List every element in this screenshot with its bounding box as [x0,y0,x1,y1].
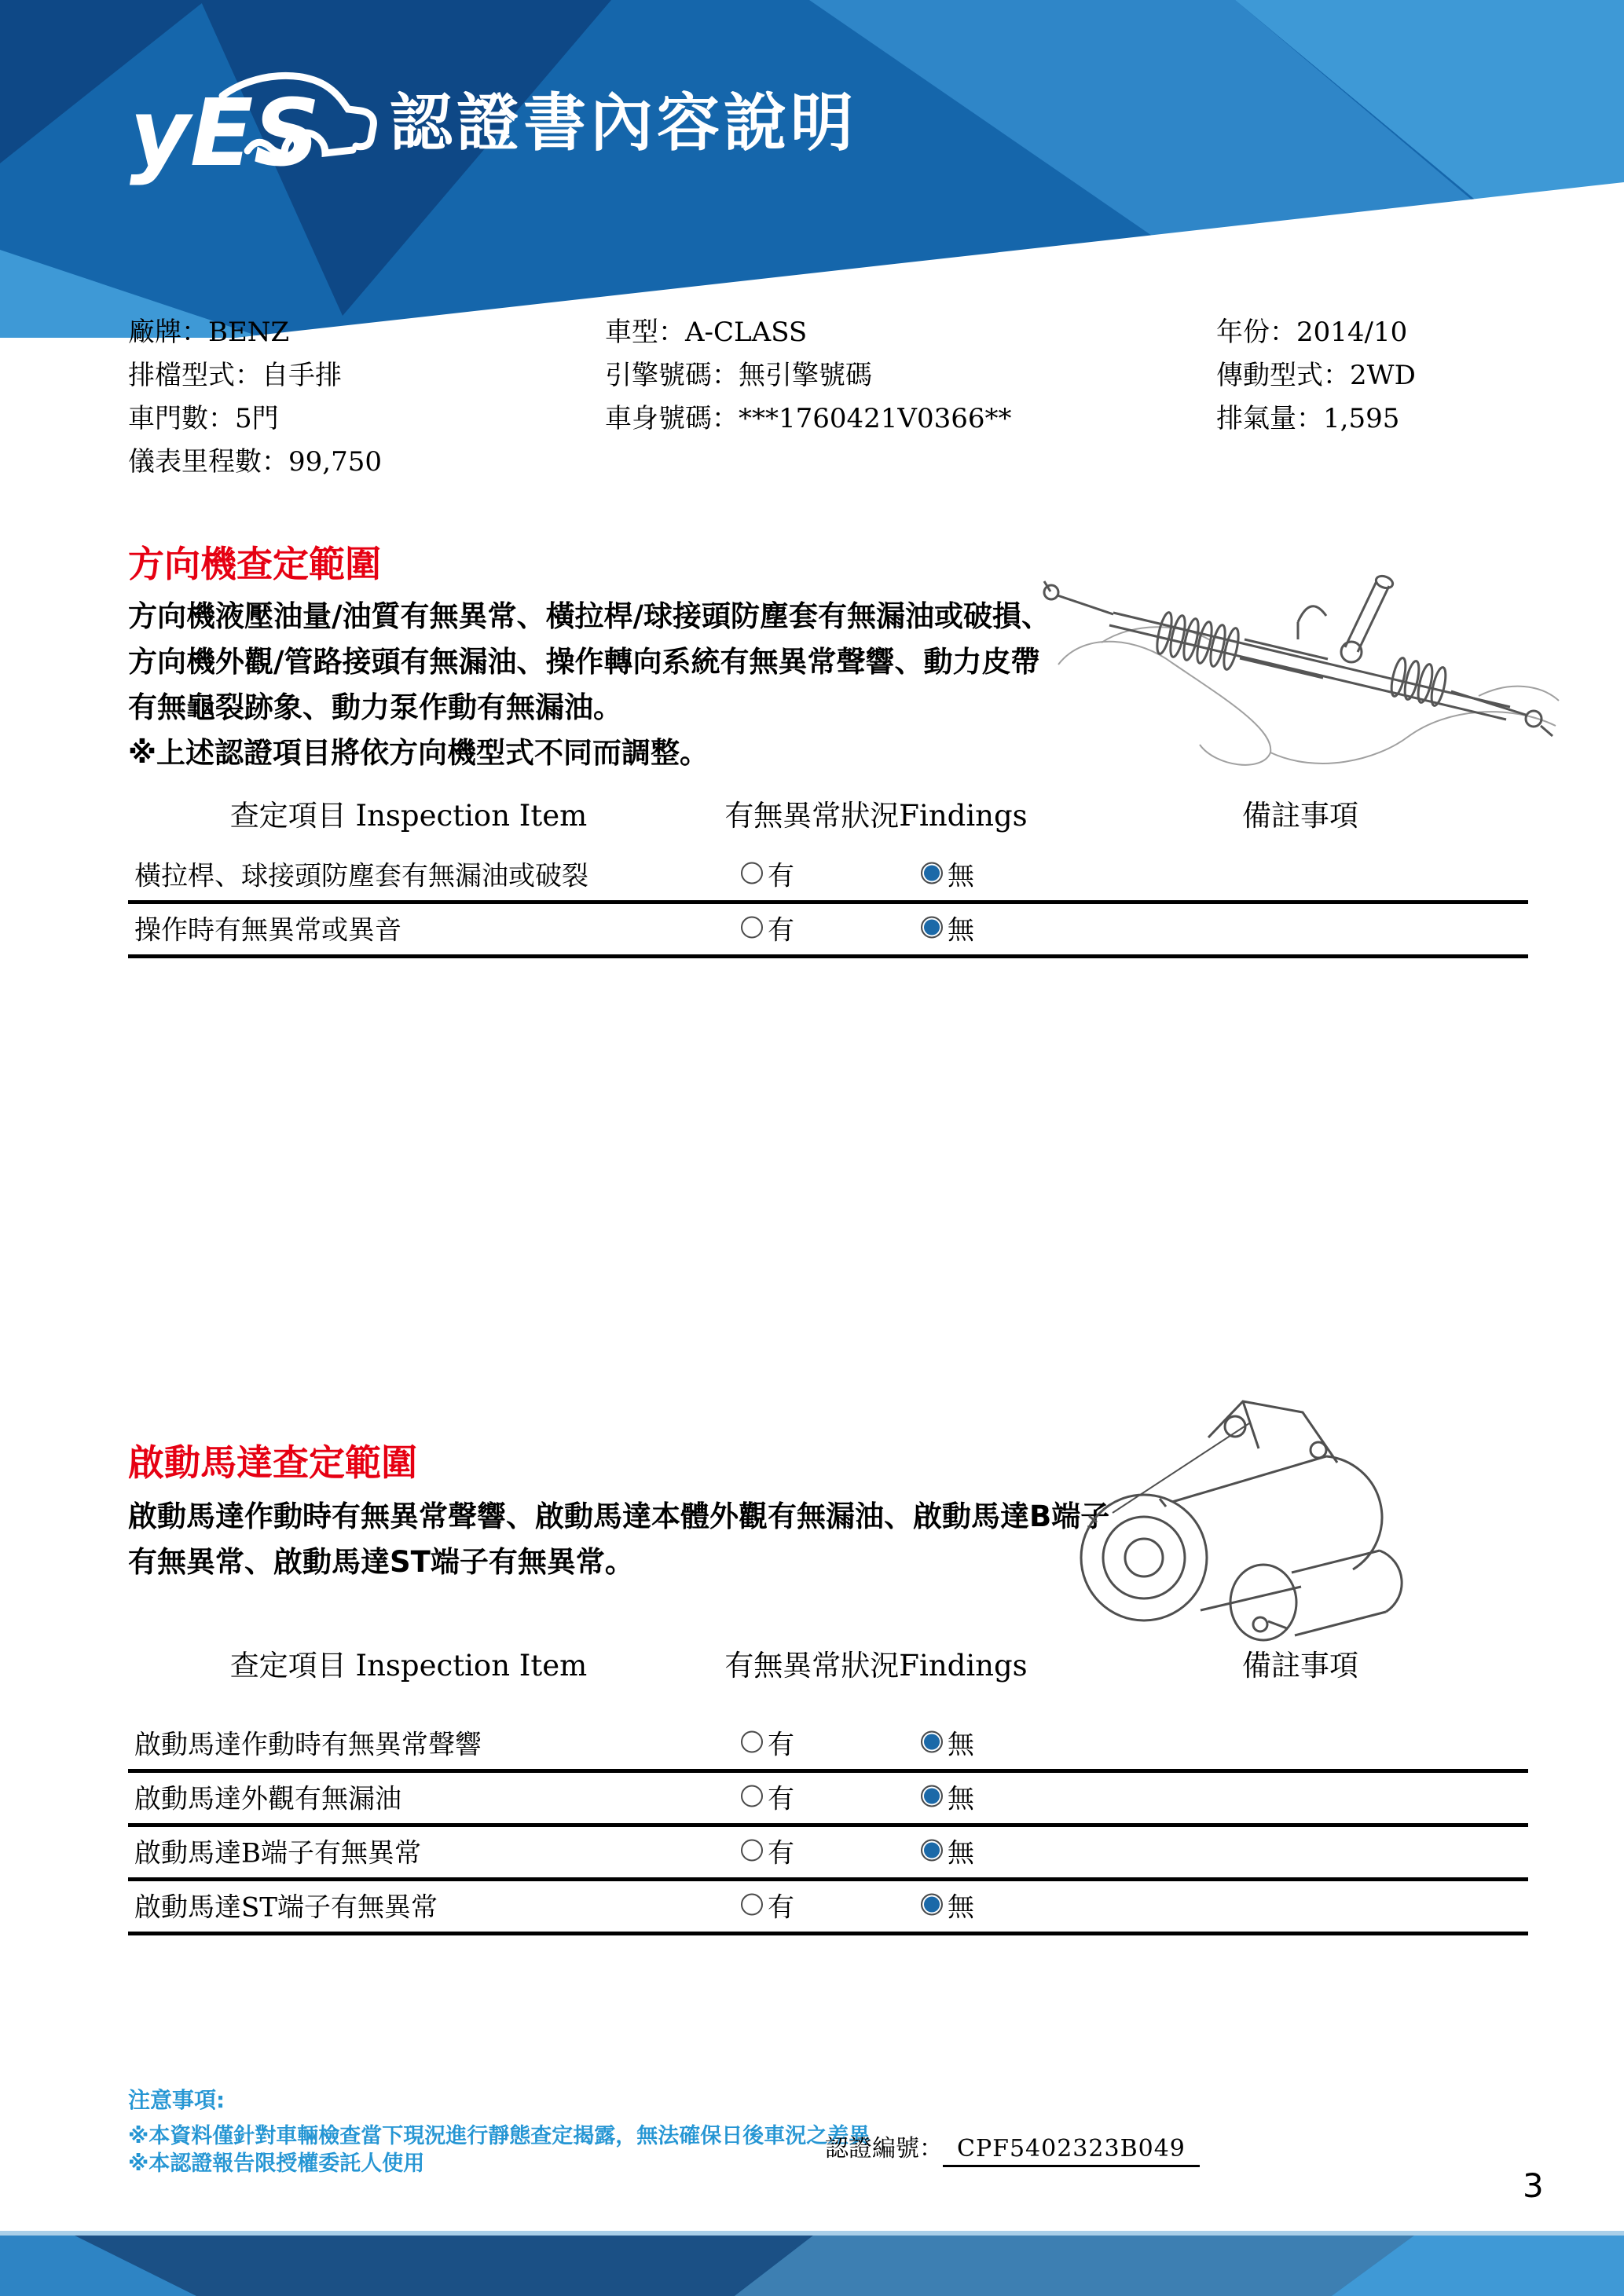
radio-label-no: 無 [948,1729,974,1760]
vehicle-info-column-1 [128,311,382,484]
radio-button-icon [921,1785,943,1807]
section-description-line: 方向機液壓油量/油質有無異常、橫拉桿/球接頭防塵套有無漏油或破損、 [128,599,1051,633]
column-header-inspection-item: 查定項目 Inspection Item [229,1649,588,1683]
vehicle-info-item [128,354,382,397]
column-header-inspection-item: 查定項目 Inspection Item [229,799,588,833]
inspection-row [128,1823,1528,1881]
radio-button-icon [921,1840,943,1862]
radio-button-icon [921,1731,943,1753]
finding-option-yes[interactable] [741,1885,794,1924]
inspection-row [128,900,1528,958]
finding-option-yes[interactable] [741,854,794,892]
section-description-line: ※上述認證項目將依方向機型式不同而調整。 [128,736,709,770]
info-label: 傳動型式： [1216,360,1350,391]
certificate-number-value: CPF5402323B049 [943,2135,1200,2167]
info-value: A-CLASS [685,317,808,348]
radio-button-icon [741,1894,763,1916]
radio-button-icon [741,917,763,939]
vehicle-info-item [1216,397,1416,441]
info-value: 2014/10 [1296,317,1408,348]
vehicle-info-column-3 [1216,311,1416,441]
radio-label-no: 無 [948,1783,974,1814]
finding-option-no[interactable] [921,908,974,947]
radio-label-yes: 有 [768,1729,794,1760]
radio-label-no: 無 [948,860,974,892]
vehicle-info-item [605,397,1012,441]
vehicle-info-column-2 [605,311,1012,441]
info-value: BENZ [208,317,290,348]
vehicle-info-item [128,311,382,354]
radio-button-icon [741,1731,763,1753]
inspection-row [128,1769,1528,1827]
section-description-line: 有無異常、啟動馬達ST端子有無異常。 [128,1545,634,1579]
section-title-steering: 方向機查定範圍 [128,543,381,585]
radio-label-yes: 有 [768,1891,794,1923]
inspection-item-label: 啟動馬達作動時有無異常聲響 [134,1729,482,1760]
radio-label-no: 無 [948,914,974,946]
radio-button-icon [741,1840,763,1862]
section-title-starter: 啟動馬達查定範圍 [128,1441,417,1484]
vehicle-info-item [128,441,382,484]
info-label: 廠牌： [128,317,208,348]
radio-button-icon [921,1894,943,1916]
inspection-item-label: 啟動馬達ST端子有無異常 [134,1891,438,1923]
info-label: 車門數： [128,403,235,434]
info-value: ***1760421V0366** [739,403,1012,434]
yes-logo-text: yES [130,79,321,187]
inspection-item-label: 操作時有無異常或異音 [134,914,401,946]
info-value: 2WD [1350,360,1416,391]
inspection-item-label: 啟動馬達外觀有無漏油 [134,1783,401,1814]
steering-rack-illustration [1039,547,1581,778]
column-header-remarks: 備註事項 [1242,799,1358,833]
column-header-findings: 有無異常狀況Findings [724,799,1028,833]
inspection-row [128,846,1528,904]
table-header-steering [0,792,1624,833]
page-number: 3 [1523,2166,1544,2205]
column-header-remarks: 備註事項 [1242,1649,1358,1683]
footer-banner [0,2231,1624,2296]
info-label: 排氣量： [1216,403,1323,434]
radio-button-icon [921,862,943,884]
page-title: 認證書內容說明 [390,86,857,159]
footer-mid-trapezoid [735,2236,1414,2296]
starter-motor-drawing [1081,1401,1402,1640]
inspection-row [128,1877,1528,1935]
vehicle-info-item [128,397,382,441]
finding-option-no[interactable] [921,1831,974,1869]
info-label: 年份： [1216,317,1296,348]
info-value: 無引擎號碼 [739,360,872,391]
radio-label-yes: 有 [768,860,794,892]
certificate-number-label: 認證編號： [825,2135,943,2162]
finding-option-no[interactable] [921,1885,974,1924]
header-banner [0,0,1624,338]
vehicle-info-item [605,311,1012,354]
footer-dark-trapezoid [75,2236,813,2296]
footer-top-line [0,2231,1624,2236]
section-description-steering [128,594,1050,776]
table-header-starter [0,1642,1624,1683]
section-description-line: 有無龜裂跡象、動力泵作動有無漏油。 [128,690,622,724]
vehicle-info-item [1216,311,1416,354]
radio-button-icon [741,1785,763,1807]
radio-label-no: 無 [948,1891,974,1923]
finding-option-yes[interactable] [741,908,794,947]
inspection-item-label: 啟動馬達B端子有無異常 [134,1837,421,1869]
radio-label-yes: 有 [768,1837,794,1869]
note-line: ※本資料僅針對車輛檢查當下現況進行靜態查定揭露，無法確保日後車況之差異 [128,2124,871,2148]
info-label: 車型： [605,317,685,348]
info-value: 99,750 [288,446,382,478]
radio-label-yes: 有 [768,1783,794,1814]
steering-rack-assembly [1044,574,1553,736]
radio-button-icon [921,917,943,939]
section-description-starter [128,1494,1109,1585]
column-header-findings: 有無異常狀況Findings [724,1649,1028,1683]
finding-option-no[interactable] [921,854,974,892]
radio-label-yes: 有 [768,914,794,946]
inspection-row [128,1715,1528,1773]
radio-button-icon [741,862,763,884]
subframe-outline [1058,627,1559,765]
finding-option-yes[interactable] [741,1723,794,1761]
notes-title: 注意事項: [128,2087,225,2113]
vehicle-info-item [1216,354,1416,397]
section-description-line: 方向機外觀/管路接頭有無漏油、操作轉向系統有無異常聲響、動力皮帶 [128,645,1040,679]
section-description-line: 啟動馬達作動時有無異常聲響、啟動馬達本體外觀有無漏油、啟動馬達B端子 [128,1500,1110,1533]
info-value: 5門 [235,403,279,434]
starter-motor-illustration [1065,1389,1419,1656]
finding-option-yes[interactable] [741,1831,794,1869]
inspection-item-label: 橫拉桿、球接頭防塵套有無漏油或破裂 [134,860,588,892]
info-label: 排檔型式： [128,360,262,391]
finding-option-yes[interactable] [741,1777,794,1815]
footer-notes [128,2083,870,2177]
certificate-number-row [825,2129,1200,2163]
vehicle-info-item [605,354,1012,397]
info-label: 引擎號碼： [605,360,739,391]
finding-option-no[interactable] [921,1723,974,1761]
info-label: 車身號碼： [605,403,739,434]
note-line: ※本認證報告限授權委託人使用 [128,2151,425,2176]
radio-label-no: 無 [948,1837,974,1869]
info-label: 儀表里程數： [128,446,288,478]
finding-option-no[interactable] [921,1777,974,1815]
info-value: 1,595 [1323,403,1400,434]
info-value: 自手排 [262,360,342,391]
